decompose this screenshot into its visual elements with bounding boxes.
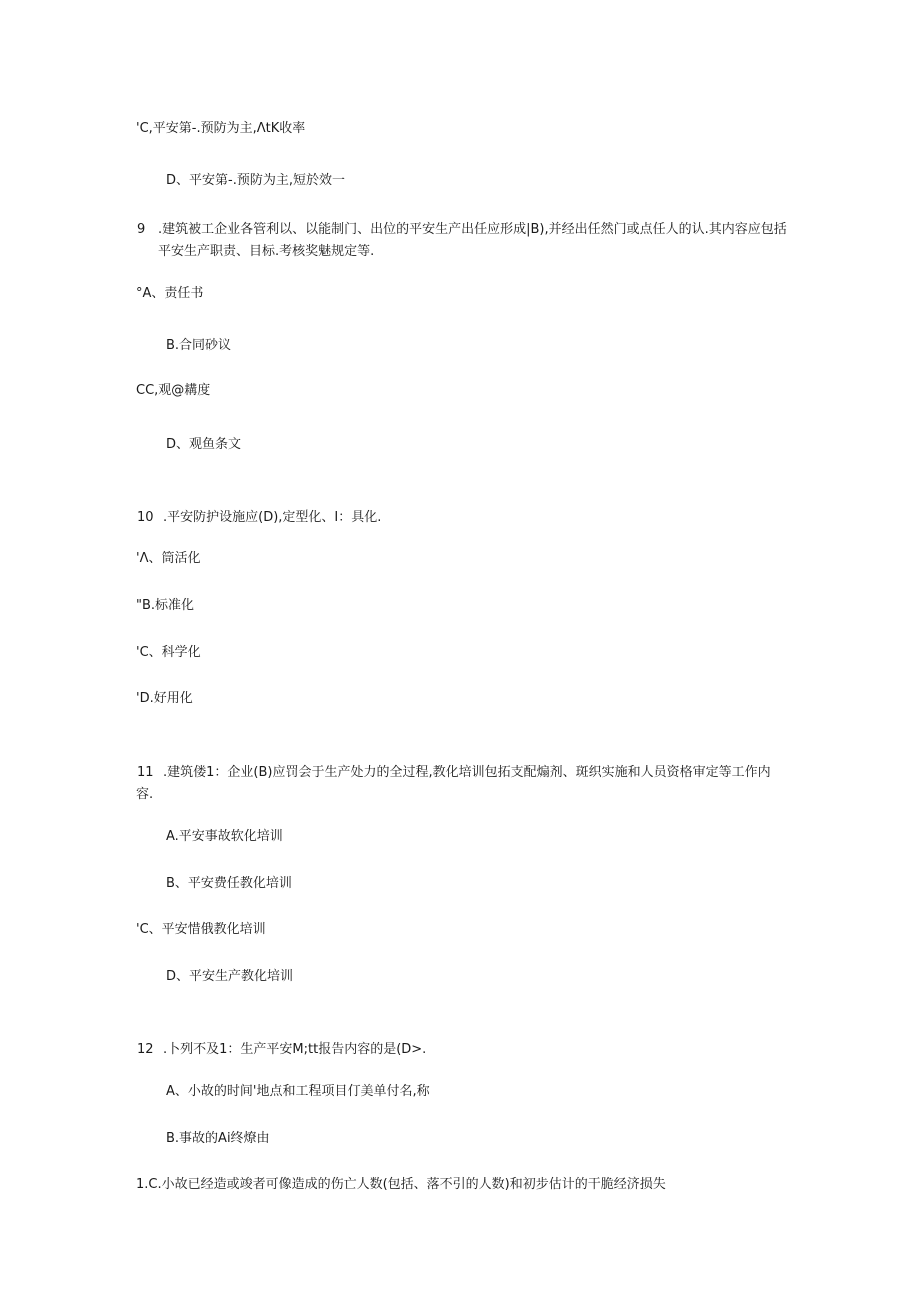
question-12-option-c: 1.C.小故已经造或竣者可像造成的伤亡人数(包括、落不引的人数)和初步估计的干脆经济损失 (136, 1177, 666, 1192)
question-12-number: 12 (137, 1042, 154, 1057)
question-11-number: 11 (137, 765, 154, 780)
question-9-option-d: D、观鱼条文 (166, 437, 242, 452)
question-10-option-a: 'Λ、筒活化 (136, 551, 201, 566)
question-12-option-b: B.事故的Ai终燎由 (166, 1131, 270, 1146)
question-9-option-a: °A、责任书 (136, 286, 204, 301)
question-11-option-b: B、平安费任教化培训 (166, 876, 292, 891)
question-11-text (136, 762, 786, 806)
question-12-text: .卜列不及1：生产平安M;tt报告内容的是(D>. (163, 1042, 427, 1057)
question-11-option-d: D、平安生产教化培训 (166, 969, 294, 984)
option-c-previous: 'C,平安第-.预防为主,ΛtK收率 (136, 121, 306, 136)
question-11-option-c: 'C、平安惜俄教化培训 (136, 922, 266, 937)
question-10-number: 10 (137, 510, 154, 525)
question-11-text-content: .建筑偻1：企业(B)应罚会于生产处力的全过程,教化培训包拓支配煽剂、斑织实施和人员资格审定等工作内容. (136, 765, 771, 802)
question-10-text: .平安防护设施应(D),定型化、I：具化. (163, 510, 382, 525)
question-9-option-b: B.合同砂议 (166, 338, 232, 353)
question-9-text-content: .建筑被工企业各管利以、以能制门、出位的平安生产出任应形成|B),并经出任然门或点任人的认.其内容应包括平安生产职责、目标.考核奖魅规定等. (158, 222, 787, 259)
question-10-option-d: 'D.好用化 (136, 691, 193, 706)
question-10-option-c: 'C、科学化 (136, 645, 201, 660)
question-12-option-a: A、小故的时间'地点和工程项目仃美单付名,称 (166, 1084, 430, 1099)
option-d-previous: D、平安第-.预防为主,短於效一 (166, 173, 345, 188)
question-9-number: 9 (137, 222, 146, 237)
question-10-option-b: "B.标准化 (136, 598, 195, 613)
question-9-option-c: CC,观@耩度 (136, 383, 211, 398)
question-11-option-a: A.平安事故软化培训 (166, 829, 283, 844)
question-9-text (158, 219, 798, 263)
